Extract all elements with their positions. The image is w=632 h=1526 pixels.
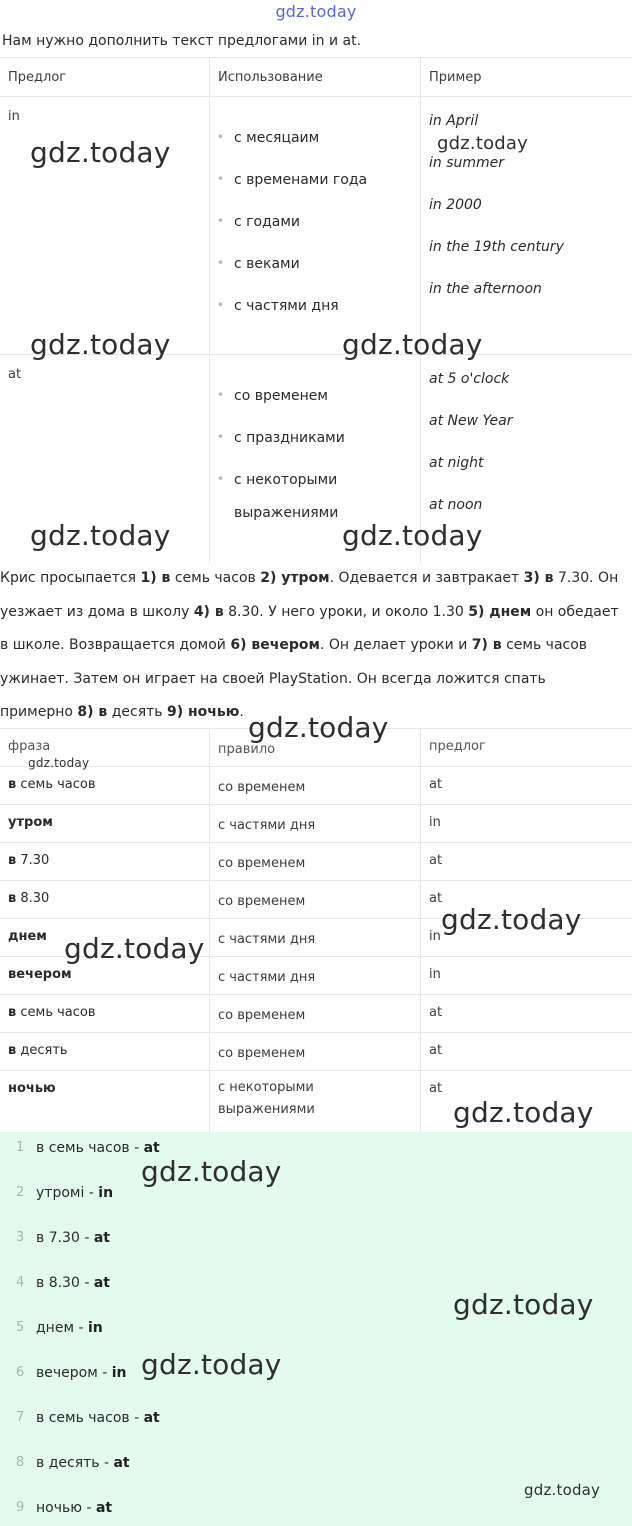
phrase-cell <box>8 1081 56 1096</box>
answer-text: вечером - <box>36 1365 112 1381</box>
watermark: gdz.today <box>141 1348 282 1381</box>
rule-cell: с частями дня <box>218 818 316 833</box>
usage-item: • с месяцаим <box>234 130 319 146</box>
blank-answer: 3) в <box>523 570 554 586</box>
rule-line: с некоторыми <box>218 1080 314 1095</box>
answer-phrase <box>36 1230 110 1246</box>
preposition-cell: at <box>8 367 22 382</box>
watermark: gdz.today <box>453 1096 594 1129</box>
answer-preposition: at <box>113 1455 130 1471</box>
answer-preposition: in <box>98 1185 114 1201</box>
answer-phrase <box>36 1320 103 1336</box>
watermark: gdz.today <box>342 328 483 361</box>
blank-answer: 8) в <box>77 704 108 720</box>
rule-cell <box>218 1077 315 1121</box>
header-usage: Использование <box>218 70 323 85</box>
blank-answer: 9) ночью <box>166 704 240 720</box>
header-phrase: фраза <box>8 739 51 754</box>
usage-item-continued: выражениями <box>234 505 339 521</box>
table-row <box>0 805 632 843</box>
text-segment: 8.30. У него уроки, и около 1.30 <box>223 603 469 620</box>
preposition-cell: at <box>429 777 443 792</box>
answer-phrase <box>36 1455 130 1471</box>
text-segment: . <box>239 704 244 720</box>
answer-preposition: at <box>93 1275 110 1291</box>
text-line <box>0 596 632 630</box>
answer-text: утромі - <box>36 1185 99 1201</box>
header-rule: правило <box>218 742 276 757</box>
answer-number: 6 <box>16 1365 25 1380</box>
usage-item: • с частями дня <box>234 298 339 314</box>
phrase-cell <box>8 929 47 944</box>
phrase-cell <box>8 1005 96 1020</box>
answer-text: днем - <box>36 1320 88 1336</box>
text-segment: . Он делает уроки и <box>319 637 472 653</box>
answer-number: 1 <box>16 1140 25 1155</box>
header-preposition: предлог <box>429 739 486 754</box>
answer-phrase <box>36 1500 112 1516</box>
site-logo[interactable]: gdz.today <box>275 2 357 21</box>
answer-phrase <box>36 1275 110 1291</box>
text-line <box>0 629 632 663</box>
answer-number: 3 <box>16 1230 25 1245</box>
preposition-cell: at <box>429 891 443 906</box>
preposition-cell: in <box>429 967 441 982</box>
watermark: gdz.today <box>30 328 171 361</box>
rule-cell: с частями дня <box>218 932 316 947</box>
watermark: gdz.today <box>437 133 529 154</box>
watermark: gdz.today <box>28 756 90 770</box>
usage-item: • с временами года <box>234 172 367 188</box>
phrase-cell <box>8 967 72 982</box>
phrase-rest: семь часов <box>16 777 96 792</box>
rule-cell: со временем <box>218 1046 306 1061</box>
answer-preposition: in <box>87 1320 103 1336</box>
phrase-bold: в <box>8 891 17 906</box>
answer-text: ночью - <box>36 1500 96 1516</box>
watermark: gdz.today <box>248 711 389 744</box>
preposition-cell: at <box>429 1081 443 1096</box>
phrase-rest: 7.30 <box>16 853 50 868</box>
watermark: gdz.today <box>30 519 171 552</box>
preposition-cell: in <box>429 815 441 830</box>
phrase-bold: в <box>8 1005 17 1020</box>
watermark: gdz.today <box>342 519 483 552</box>
answer-number: 7 <box>16 1410 25 1425</box>
phrase-cell <box>8 777 96 792</box>
phrase-bold: вечером <box>8 967 72 982</box>
phrase-rest: 8.30 <box>16 891 50 906</box>
phrase-bold: в <box>8 777 17 792</box>
preposition-cell: at <box>429 853 443 868</box>
preposition-cell: at <box>429 1043 443 1058</box>
answer-phrase <box>36 1365 126 1381</box>
text-segment: ужинает. Затем он играет на своей PlayStation. Он всегда ложится спать <box>0 670 546 687</box>
header-example: Пример <box>429 70 482 85</box>
answer-phrase <box>36 1185 113 1201</box>
answer-number: 9 <box>16 1500 25 1515</box>
text-line <box>0 663 632 697</box>
preposition-cell: at <box>429 1005 443 1020</box>
phrase-cell <box>8 815 53 830</box>
usage-item: • с некоторыми <box>234 472 337 488</box>
usage-item: • с веками <box>234 256 300 272</box>
answer-phrase <box>36 1140 160 1156</box>
phrase-bold: днем <box>8 929 47 944</box>
phrase-cell <box>8 891 49 906</box>
blank-answer: 7) в <box>471 637 502 653</box>
example-item: in April <box>429 113 479 129</box>
example-item: in the 19th century <box>429 239 564 255</box>
exercise-text <box>0 562 632 730</box>
text-segment: семь часов <box>501 637 588 653</box>
answer-number: 4 <box>16 1275 25 1290</box>
watermark: gdz.today <box>453 1288 594 1321</box>
blank-answer: 6) вечером <box>230 637 320 653</box>
answer-text: в семь часов - <box>36 1140 144 1156</box>
table-header-row <box>0 58 632 97</box>
watermark: gdz.today <box>524 1481 601 1499</box>
answer-number: 8 <box>16 1455 25 1470</box>
watermark: gdz.today <box>441 903 582 936</box>
example-item: in 2000 <box>429 197 482 213</box>
text-segment: примерно <box>0 704 78 720</box>
rule-cell: со временем <box>218 894 306 909</box>
prepositions-table <box>0 57 632 562</box>
table-row <box>0 1033 632 1071</box>
answer-text: в 7.30 - <box>36 1230 94 1246</box>
answer-number: 2 <box>16 1185 25 1200</box>
intro-text: Нам нужно дополнить текст предлогами in и at. <box>2 33 362 49</box>
rule-cell: со временем <box>218 1008 306 1023</box>
blank-answer: 2) утром <box>260 570 330 586</box>
usage-item: • со временем <box>234 388 328 404</box>
answer-preposition: at <box>93 1230 110 1246</box>
example-item: at New Year <box>429 413 513 429</box>
table-row <box>0 995 632 1033</box>
answer-text: в 8.30 - <box>36 1275 94 1291</box>
phrase-bold: в <box>8 853 17 868</box>
answer-text: в десять - <box>36 1455 114 1471</box>
preposition-cell: in <box>8 109 20 124</box>
phrase-cell <box>8 1043 68 1058</box>
phrase-cell <box>8 853 49 868</box>
usage-item: • с годами <box>234 214 300 230</box>
text-segment: десять <box>107 704 167 720</box>
answer-preposition: at <box>143 1140 160 1156</box>
blank-answer: 4) в <box>193 603 224 620</box>
phrase-bold: в <box>8 1043 17 1058</box>
answer-preposition: at <box>95 1500 113 1516</box>
rule-cell: со временем <box>218 856 306 871</box>
example-item: at noon <box>429 497 483 513</box>
phrase-bold: утром <box>8 815 53 830</box>
text-segment: Крис просыпается <box>0 570 141 586</box>
answer-preposition: at <box>143 1410 160 1426</box>
watermark: gdz.today <box>64 932 205 965</box>
watermark: gdz.today <box>141 1155 282 1188</box>
rule-cell: с частями дня <box>218 970 316 985</box>
answers-list <box>0 1132 632 1526</box>
text-segment: . Одевается и завтракает <box>329 570 524 586</box>
text-segment: уезжает из дома в школу <box>0 603 194 620</box>
example-item: at 5 o'clock <box>429 371 510 387</box>
phrase-rest: десять <box>16 1043 68 1058</box>
blank-answer: 5) днем <box>468 603 532 620</box>
table-row <box>0 843 632 881</box>
header-preposition: Предлог <box>8 70 67 85</box>
answer-preposition: in <box>111 1365 127 1381</box>
text-segment: он обедает <box>531 603 619 620</box>
blank-answer: 1) в <box>140 570 171 586</box>
preposition-cell: in <box>429 929 441 944</box>
rule-line: выражениями <box>218 1102 315 1117</box>
phrase-rest: семь часов <box>16 1005 96 1020</box>
example-item: in the afternoon <box>429 281 542 297</box>
answer-phrase <box>36 1410 160 1426</box>
answer-text: в семь часов - <box>36 1410 144 1426</box>
text-line <box>0 562 632 596</box>
rule-cell: со временем <box>218 780 306 795</box>
answer-number: 5 <box>16 1320 25 1335</box>
text-segment: 7.30. Он <box>553 570 619 586</box>
watermark: gdz.today <box>30 136 171 169</box>
phrase-bold: ночью <box>8 1081 56 1096</box>
text-segment: семь часов <box>170 570 261 586</box>
text-segment: в школе. Возвращается домой <box>0 637 231 653</box>
usage-item: • с праздниками <box>234 430 345 446</box>
table-row <box>0 767 632 805</box>
example-item: in summer <box>429 155 505 171</box>
example-item: at night <box>429 455 484 471</box>
